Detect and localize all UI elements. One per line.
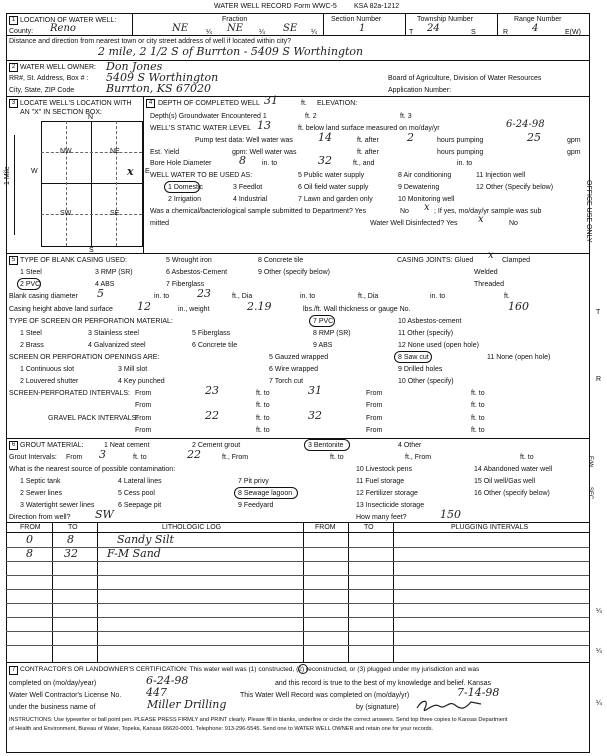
screen-opt-8[interactable]: 8 RMP (SR) [313,330,351,337]
use-7[interactable]: 7 Lawn and garden only [298,196,373,203]
ft-to: ft. to [330,454,344,461]
business-value: Miller Drilling [147,698,227,711]
contam-8-circle [234,487,298,499]
from-label: From [135,415,152,422]
from-label: From [366,390,383,397]
contam-13[interactable]: 13 Insecticide storage [356,502,425,509]
ne-label: NE [110,148,120,155]
ft-to: ft. to [471,402,485,409]
office-use-label: OFFICE USE ONLY [585,180,592,243]
side-q3: ¼ [596,700,602,707]
section-value: 1 [359,23,366,34]
gpm-unit: gpm [567,149,581,156]
contam-12[interactable]: 12 Fertilizer storage [356,490,418,497]
use-3[interactable]: 3 Feedlot [233,184,263,191]
side-r: R [596,376,602,383]
grout-to: 22 [187,448,201,461]
from-label: From [366,415,383,422]
screen-from: 23 [205,384,219,397]
side-sec: SEC. [587,487,593,502]
section-label: Section Number [331,16,382,23]
static-level-label: WELL'S STATIC WATER LEVEL [150,125,252,132]
casing-opt-6[interactable]: 6 Asbestos-Cement [166,269,228,276]
contam-8[interactable]: 8 Sewage lagoon [238,490,293,497]
pump-hours-value: 2 [407,131,414,144]
opening-opt-8[interactable]: 8 Saw cut [398,354,429,361]
joints-x: x [488,250,494,261]
opening-opt-2[interactable]: 2 Louvered shutter [20,378,79,385]
se-label: SE [110,210,120,217]
ft-and: ft., and [353,160,375,167]
sec2-number: 2 [9,63,18,72]
signature-image [415,696,485,712]
contam-11[interactable]: 11 Fuel storage [356,478,405,485]
casing-diameter: 5 [97,287,104,300]
screen-type-label: TYPE OF SCREEN OR PERFORATION MATERIAL: [9,318,173,325]
joints-clamped[interactable]: Clamped [502,257,531,264]
bore-label: Bore Hole Diameter [150,160,212,167]
instructions-line2: of Health and Environment, Bureau of Water, Topeka, Kansas 66620-0001. Telephone: 913-296-5545. Send one to WATER WELL OWNER and retain one for your records. [9,726,434,732]
chem-suffix: ; If yes, mo/day/yr sample was sub [434,208,542,215]
fraction-1: NE [172,23,189,34]
gravel-from: 22 [205,409,219,422]
screen-opt-12[interactable]: 12 None used (open hole) [398,342,479,349]
side-ew: E/W [587,456,593,468]
direction-label: Direction from well? [9,514,71,521]
record-completed-label: This Water Well Record was completed on (mo/day/yr) [240,692,410,699]
in-to: in. to [430,293,446,300]
from-label: From [366,427,383,434]
cert-completed-label: completed on (mo/day/year) [9,680,97,687]
depth-label: DEPTH OF COMPLETED WELL [158,100,260,107]
section-grid[interactable] [41,121,143,247]
casing-diameter-label: Blank casing diameter [9,293,78,300]
west-label: W [31,168,38,175]
pump-level-value: 14 [318,131,332,144]
bore-value: 8 [239,154,246,167]
elevation-label: ELEVATION: [317,100,358,107]
ft-to: ft. to [471,427,485,434]
use-6[interactable]: 6 Oil field water supply [298,184,369,191]
est-yield-suffix: gpm: Well water was [232,149,297,156]
range-label: Range Number [514,16,562,23]
screen-opt-7-circle [309,315,335,327]
contam-3[interactable]: 3 Watertight sewer lines [20,502,95,509]
casing-opt-8[interactable]: 8 Concrete tile [258,257,304,264]
completed-date: 6-24-98 [146,674,189,687]
screen-opt-10[interactable]: 10 Asbestos-cement [398,318,462,325]
quarter-mark: ¼ [311,29,317,36]
pump-gpm-value: 25 [527,131,541,144]
county-label: County: [9,28,34,35]
grout-opt-3[interactable]: 3 Bentonite [308,442,344,449]
cert-line1: CONTRACTOR'S OR LANDOWNER'S CERTIFICATION: This water well was (1) constructed, (2) reconstructed, or (3) plugged under my jurisdiction and was [20,666,480,673]
feet-value: 150 [440,508,461,521]
grout-from: 3 [99,448,106,461]
grout-opt-1[interactable]: 1 Neat cement [104,442,150,449]
opening-opt-7[interactable]: 7 Torch cut [269,378,304,385]
use-1-circle [164,181,200,193]
grout-opt-3-circle [304,439,350,451]
chem-mitted: mitted [150,220,170,227]
casing-opt-2[interactable]: 2 PVC [20,281,41,288]
static-date: 6-24-98 [506,119,545,130]
use-1[interactable]: 1 Domestic [168,184,204,191]
log-from-header: FROM [20,524,41,531]
contamination-label: What is the nearest source of possible contamination: [9,466,176,473]
screen-opt-4[interactable]: 4 Galvanized steel [88,342,146,349]
distance-value: 2 mile, 2 1/2 S of Burrton - 5409 S Worthington [98,45,364,58]
address-value: 5409 S Worthington [106,71,219,84]
joints-label: CASING JOINTS: Glued [397,257,474,264]
location-x-mark: x [127,165,134,178]
casing-weight: 2.19 [247,300,272,313]
distance-label: Distance and direction from nearest town or city street address of well if located within city? [9,38,292,45]
hours-pumping: hours pumping [437,149,484,156]
ft-unit: ft. [301,100,307,107]
record-date: 7-14-98 [457,686,500,699]
gw-ft2: ft. 2 [305,113,317,120]
gauge-value: 160 [508,300,529,313]
opening-opt-5[interactable]: 5 Gauzed wrapped [269,354,329,361]
casing-opt-7[interactable]: 7 Fiberglass [166,281,205,288]
sec7-number: 7 [9,666,18,675]
board-text: Board of Agriculture, Division of Water Resources [388,75,542,82]
screen-to: 31 [308,384,322,397]
in-to: in. to [300,293,316,300]
grout-opt-4[interactable]: 4 Other [398,442,422,449]
side-q2: ¼ [596,648,602,655]
disinfected-no: No [509,220,518,227]
screen-intervals-label: SCREEN-PERFORATED INTERVALS: [9,390,130,397]
from-label: From [135,427,152,434]
table-row: F-M Sand [107,547,161,560]
use-12[interactable]: 12 Other (Specify below) [476,184,554,191]
contam-4[interactable]: 4 Lateral lines [118,478,162,485]
use-4[interactable]: 4 Industrial [233,196,268,203]
from-label: From [366,402,383,409]
north-label: N [88,114,94,121]
gpm-unit: gpm [567,137,581,144]
casing-opt-4[interactable]: 4 ABS [95,281,115,288]
ft-unit: ft. [504,293,510,300]
openings-label: SCREEN OR PERFORATION OPENINGS ARE: [9,354,160,361]
casing-opt-3[interactable]: 3 RMP (SR) [95,269,133,276]
chem-x-mark: x [424,202,430,213]
fraction-3: SE [283,23,298,34]
table-row: Sandy Silt [117,533,174,546]
screen-opt-2[interactable]: 2 Brass [20,342,44,349]
township-value: 24 [427,23,440,34]
joints-welded[interactable]: Welded [474,269,498,276]
opening-opt-4[interactable]: 4 Key punched [118,378,165,385]
screen-opt-3[interactable]: 3 Stainless steel [88,330,139,337]
sec4-number: 4 [146,99,155,108]
fraction-2: NE [227,23,244,34]
application-label: Application Number: [388,87,452,94]
from-label: From [135,390,152,397]
screen-opt-5[interactable]: 5 Fiberglass [192,330,231,337]
use-11[interactable]: 11 Injection well [476,172,526,179]
table-row: 0 [26,533,33,546]
contam-1[interactable]: 1 Septic tank [20,478,61,485]
opening-opt-9[interactable]: 9 Drilled holes [398,366,443,373]
gravel-pack-label: GRAVEL PACK INTERVALS: [48,415,139,422]
sec1-number: 1 [9,16,20,25]
contam-2[interactable]: 2 Sewer lines [20,490,63,497]
opening-opt-6[interactable]: 6 Wire wrapped [269,366,319,373]
contam-5[interactable]: 5 Cess pool [118,490,155,497]
quarter-mark: ¼ [259,29,265,36]
form-title: WATER WELL RECORD [214,3,292,10]
contam-6[interactable]: 6 Seepage pit [118,502,162,509]
est-yield-label: Est. Yield [150,149,180,156]
casing-height-label: Casing height above land surface [9,306,113,313]
screen-opt-7[interactable]: 7 PVC [313,318,334,325]
opening-opt-8-circle [394,351,432,363]
sw-label: SW [60,210,72,217]
gw-ft3: ft. 3 [400,113,412,120]
ft-to: ft. to [256,390,270,397]
east-label: E [145,168,150,175]
groundwater-label: Depth(s) Groundwater Encountered 1 [150,113,267,120]
plugging-header: PLUGGING INTERVALS [451,524,529,531]
joints-threaded[interactable]: Threaded [474,281,504,288]
address-label: RR#, St. Address, Box # : [9,75,89,82]
gravel-to: 32 [308,409,322,422]
side-t: T [596,309,601,316]
lbs-label: lbs./ft. Wall thickness or gauge No. [303,306,411,313]
opening-opt-10[interactable]: 10 Other (specify) [398,378,454,385]
screen-opt-6[interactable]: 6 Concrete tile [192,342,238,349]
opening-opt-11[interactable]: 11 None (open hole) [487,354,551,361]
sec1-label: LOCATION OF WATER WELL: [20,17,117,24]
instructions-line1: INSTRUCTIONS: Use typewriter or ball point pen. PLEASE PRESS FIRMLY and PRINT clearly. Please fill in blanks, underline or circle the correct answers. Send top three copies to Kansas Department [9,717,508,723]
grout-intervals-label: Grout Intervals: [9,454,57,461]
range-value: 4 [532,23,539,34]
from-label: From [135,402,152,409]
cert-true-text: and this record is true to the best of my knowledge and belief. Kansas [275,680,491,687]
pump-test-label: Pump test data: Well water was [195,137,293,144]
township-s: S [471,29,476,36]
township-t: T [409,29,414,36]
static-suffix: ft. below land surface measured on mo/day/yr [298,125,440,132]
depth-value: 31 [264,94,278,107]
grout-opt-2[interactable]: 2 Cement grout [192,442,241,449]
use-8[interactable]: 8 Air conditioning [398,172,452,179]
screen-opt-11[interactable]: 11 Other (specify) [398,330,454,337]
license-value: 447 [146,686,167,699]
table-row: 8 [67,533,74,546]
license-label: Water Well Contractor's License No. [9,692,122,699]
chem-no: No [400,208,409,215]
ft-to: ft. to [520,454,534,461]
ft-from: ft., From [405,454,432,461]
sec2-label: WATER WELL OWNER: [20,64,96,71]
sec5-number: 5 [9,256,18,265]
ft-to: ft. to [471,390,485,397]
township-label: Township Number [417,16,474,23]
ft-to: ft. to [471,415,485,422]
casing-type-label: TYPE OF BLANK CASING USED: [20,257,127,264]
log-to-header: TO [68,524,78,531]
opening-opt-3[interactable]: 3 Mill slot [118,366,148,373]
city-value: Burrton, KS 67020 [106,82,212,95]
in-to: in. to [457,160,473,167]
contam-9[interactable]: 9 Feedyard [238,502,274,509]
contam-14[interactable]: 14 Abandoned water well [474,466,553,473]
in-to: in. to [262,160,278,167]
table-row: 8 [26,547,33,560]
use-9[interactable]: 9 Dewatering [398,184,440,191]
ksa-ref: KSA 82a-1212 [354,3,400,10]
casing-diameter-to: 23 [197,287,211,300]
city-label: City, State, ZIP Code [9,87,75,94]
sec6-number: 6 [9,441,18,450]
ft-to: ft. to [133,454,147,461]
screen-opt-1[interactable]: 1 Steel [20,330,42,337]
nw-label: NW [60,148,72,155]
casing-opt-5[interactable]: 5 Wrought iron [166,257,212,264]
static-level-value: 13 [257,119,271,132]
table-row: 32 [64,547,78,560]
business-label: under the business name of [9,704,96,711]
county-value: Reno [50,23,76,34]
in-to: in. to [154,293,170,300]
screen-opt-9[interactable]: 9 ABS [313,342,333,349]
ft-from: ft., From [222,454,249,461]
form-number: Form WWC-5 [294,3,337,10]
use-10[interactable]: 10 Monitoring well [398,196,455,203]
contam-16[interactable]: 16 Other (specify below) [474,490,550,497]
range-ew: E(W) [565,29,581,36]
ft-dia: ft., Dia [232,293,253,300]
from-label: From [66,454,83,461]
constructed-circle [298,664,308,674]
plug-from-header: FROM [315,524,336,531]
owner-value: Don Jones [106,60,163,73]
use-label: WELL WATER TO BE USED AS: [150,172,253,179]
chem-label: Was a chemical/bacteriological sample submitted to Department? Yes [150,208,367,215]
use-5[interactable]: 5 Public water supply [298,172,365,179]
quarter-mark: ¼ [206,29,212,36]
contam-10[interactable]: 10 Livestock pens [356,466,413,473]
south-label: S [89,247,94,254]
sec3-label2: AN "X" IN SECTION BOX: [20,109,102,116]
ft-to: ft. to [256,427,270,434]
contam-7[interactable]: 7 Pit privy [238,478,269,485]
grout-label: GROUT MATERIAL: [20,442,84,449]
sec3-label: LOCATE WELL'S LOCATION WITH [20,100,132,107]
opening-opt-1[interactable]: 1 Continuous slot [20,366,75,373]
signature-label: by (signature) [356,704,399,711]
casing-opt-2-circle [17,278,41,290]
ft-dia: ft., Dia [358,293,379,300]
casing-height: 12 [137,300,151,313]
fraction-label: Fraction [222,16,248,23]
range-r: R [503,29,509,36]
use-2[interactable]: 2 Irrigation [168,196,202,203]
ft-after: ft. after [357,149,379,156]
lithologic-log-header: LITHOLOGIC LOG [162,524,222,531]
bore-to-value: 32 [318,154,332,167]
plug-to-header: TO [364,524,374,531]
ft-after: ft. after [357,137,379,144]
casing-opt-9[interactable]: 9 Other (specify below) [258,269,330,276]
side-q1: ¼ [596,608,602,615]
contam-15[interactable]: 15 Oil well/Gas well [474,478,536,485]
ft-to: ft. to [256,415,270,422]
casing-opt-1[interactable]: 1 Steel [20,269,42,276]
mile-label: 1 Mile [4,166,11,185]
hours-pumping: hours pumping [437,137,484,144]
sec3-number: 3 [9,99,18,108]
direction-value: SW [95,508,114,521]
ft-to: ft. to [256,402,270,409]
in-weight: in., weight [178,306,210,313]
disinfected-label: Water Well Disinfected? Yes [370,220,458,227]
feet-label: How many feet? [356,514,407,521]
disinfected-x: x [478,214,484,225]
